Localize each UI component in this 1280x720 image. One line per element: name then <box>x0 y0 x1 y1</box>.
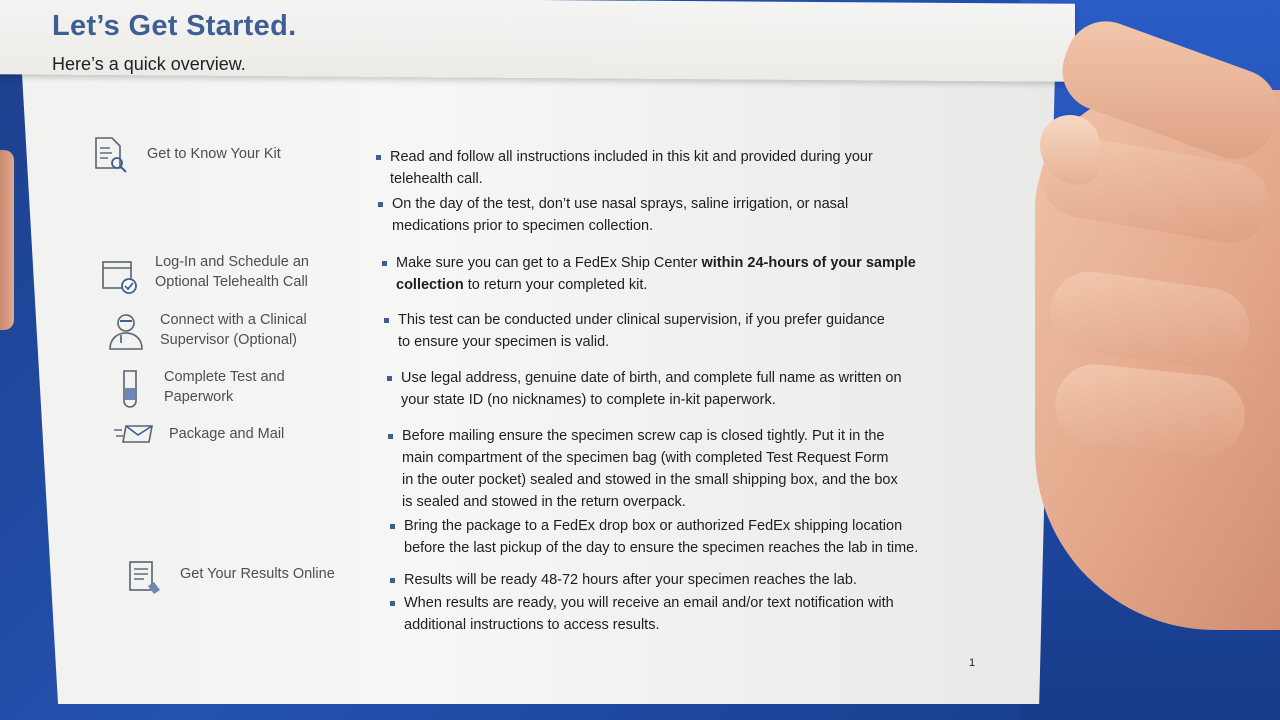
mail-envelope-icon <box>114 418 154 450</box>
step-label-kit: Get to Know Your Kit <box>147 146 281 162</box>
bullet-kit-1: Read and follow all instructions included in this kit and provided during your telehealth call. <box>376 146 873 190</box>
step-label-supervisor: Connect with a Clinical Supervisor (Optional) <box>160 312 307 348</box>
bullet-mail-1: Before mailing ensure the specimen screw cap is closed tightly. Put it in the main compartment of the specimen bag (with completed Test Request Form in the outer pocket) sealed and stowed in the small shipping box, and the box is sealed and stowed in the return overpack. <box>388 425 898 513</box>
bullet-schedule-1: Make sure you can get to a FedEx Ship Center within 24-hours of your sample collection to return your completed kit. <box>382 252 916 296</box>
left-hand <box>0 150 14 330</box>
step-label-schedule: Log-In and Schedule an Optional Telehealth Call <box>155 254 309 290</box>
results-document-icon <box>128 558 168 598</box>
step-label-results: Get Your Results Online <box>180 566 335 582</box>
page-number: 1 <box>969 657 976 669</box>
bullet-results-2: When results are ready, you will receive an email and/or text notification with additional instructions to access results. <box>390 592 894 636</box>
bullet-paperwork-1: Use legal address, genuine date of birth, and complete full name as written on your state ID (no nicknames) to complete in-kit paperwork. <box>387 367 902 411</box>
page-title: Let’s Get Started. <box>52 10 297 42</box>
calendar-check-icon <box>100 256 140 296</box>
step-label-mail: Package and Mail <box>169 426 285 442</box>
step-label-paperwork: Complete Test and Paperwork <box>164 369 285 405</box>
bullet-results-1: Results will be ready 48-72 hours after your specimen reaches the lab. <box>390 569 857 591</box>
bullet-mail-2: Bring the package to a FedEx drop box or authorized FedEx shipping location before the last pickup of the day to ensure the specimen reaches the lab in time. <box>390 515 918 559</box>
document-search-icon <box>90 134 130 174</box>
test-tube-icon <box>110 368 150 408</box>
page-subtitle: Here’s a quick overview. <box>52 54 246 74</box>
bullet-kit-2: On the day of the test, don’t use nasal sprays, saline irrigation, or nasal medications prior to specimen collection. <box>378 193 848 237</box>
clinician-icon <box>106 311 146 351</box>
bullet-supervisor-1: This test can be conducted under clinical supervision, if you prefer guidance to ensure your specimen is valid. <box>384 309 885 353</box>
